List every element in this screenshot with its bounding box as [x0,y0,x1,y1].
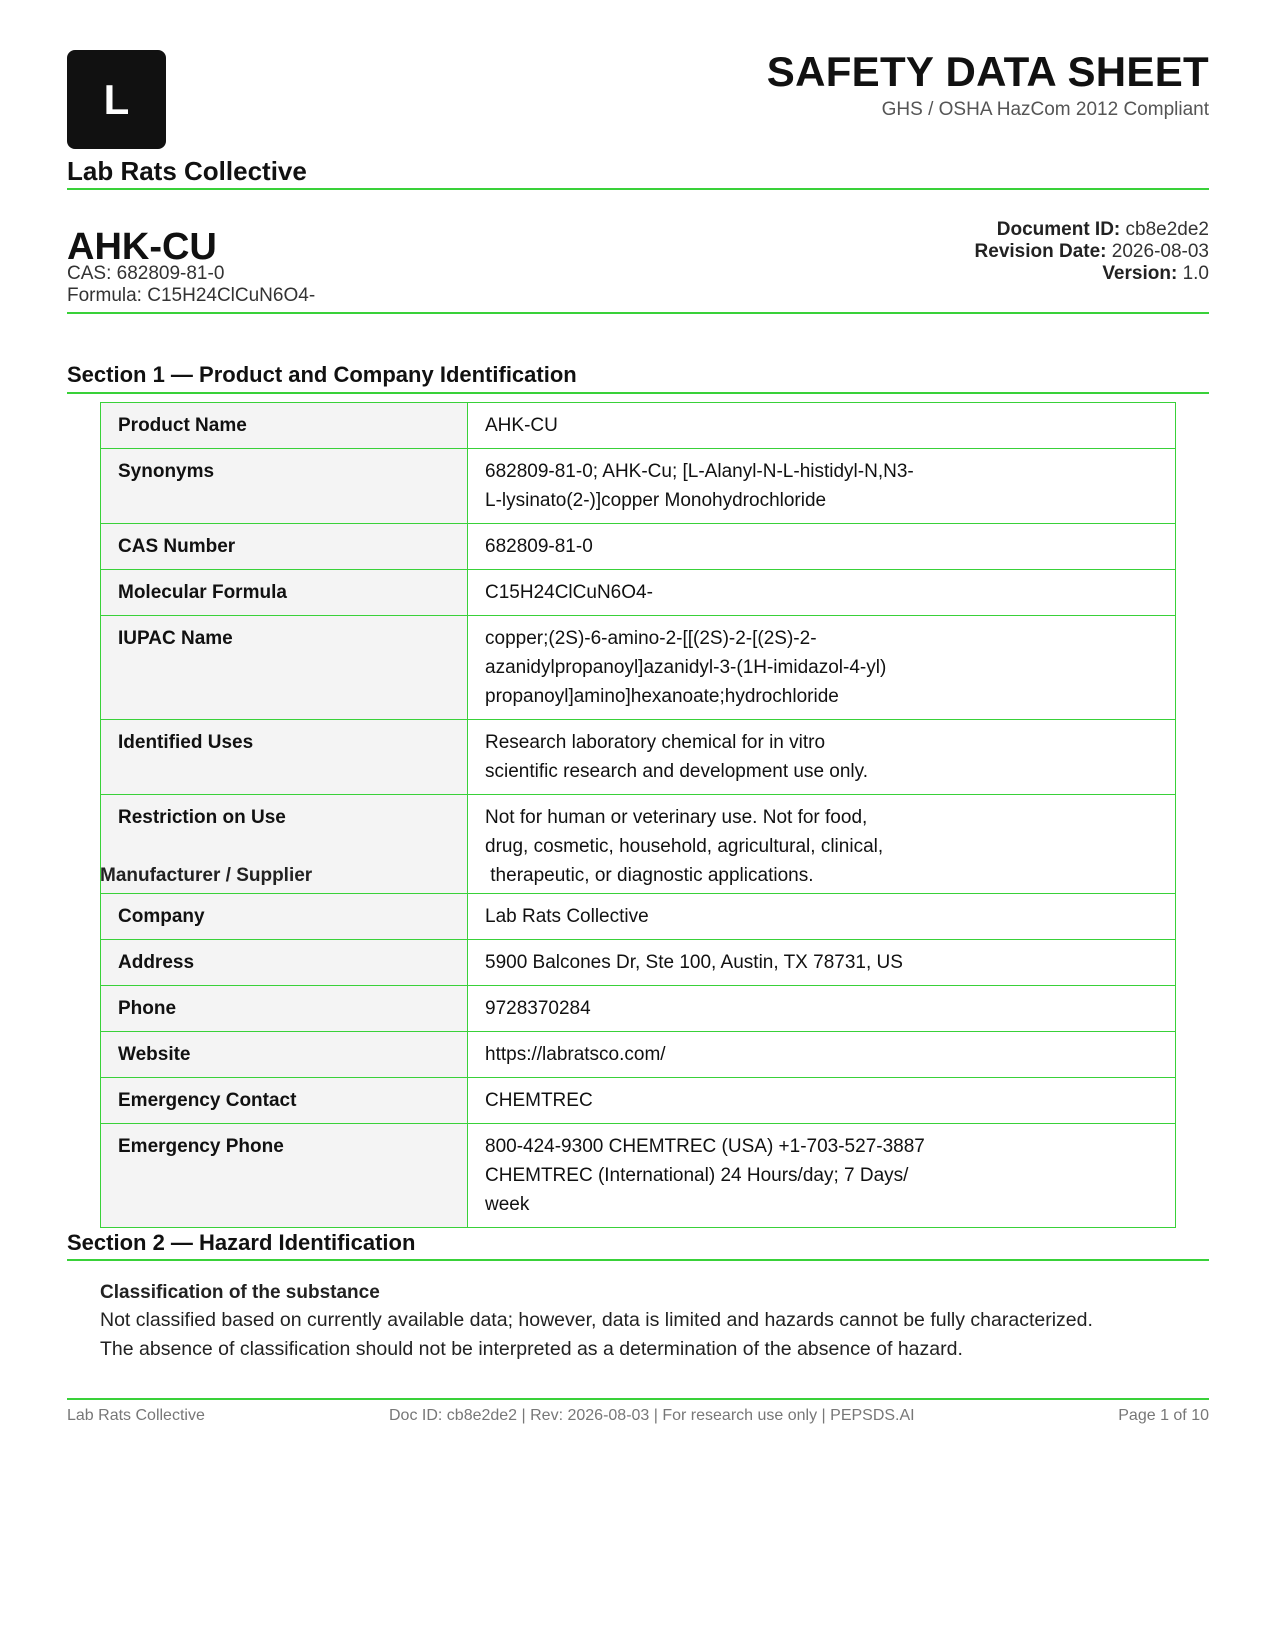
row-label: Identified Uses [101,720,468,795]
footer-doc-info: Doc ID: cb8e2de2 | Rev: 2026-08-03 | For research use only | PEPSDS.AI [389,1407,915,1424]
footer-divider [67,1398,1209,1400]
document-subtitle: GHS / OSHA HazCom 2012 Compliant [881,99,1209,120]
row-label: Product Name [101,403,468,449]
product-title: AHK-CU [67,226,217,268]
version-label: Version: [1102,263,1178,284]
table-row [101,524,1176,570]
document-id-line [997,219,1209,241]
product-divider [67,312,1209,314]
table-row [101,894,1176,940]
row-value: 682809-81-0; AHK-Cu; [L-Alanyl-N-L-histidyl-N,N3- L-lysinato(2-)]copper Monohydrochloride [468,449,1176,524]
table-row [101,403,1176,449]
row-value: 9728370284 [468,986,1176,1032]
table-row [101,1032,1176,1078]
manufacturer-heading: Manufacturer / Supplier [100,865,313,886]
table-row [101,720,1176,795]
revision-date-label: Revision Date: [974,241,1107,262]
footer-page-number: Page 1 of 10 [1118,1407,1209,1424]
logo-letter: L [103,75,130,123]
row-value: Research laboratory chemical for in vitro scientific research and development use only. [468,720,1176,795]
product-formula: Formula: C15H24ClCuN6O4- [67,285,316,306]
header-divider [67,188,1209,190]
version-value: 1.0 [1182,263,1209,284]
row-label: Phone [101,986,468,1032]
row-value: C15H24ClCuN6O4- [468,570,1176,616]
table-row [101,616,1176,720]
row-value: Not for human or veterinary use. Not for food, drug, cosmetic, household, agricultural, clinical, therapeutic, or diagnostic applications. [468,795,1176,899]
row-label: Synonyms [101,449,468,524]
table-row [101,986,1176,1032]
product-cas: CAS: 682809-81-0 [67,263,225,284]
row-value: 682809-81-0 [468,524,1176,570]
table-row [101,570,1176,616]
classification-heading: Classification of the substance [100,1282,380,1303]
row-value: Lab Rats Collective [468,894,1176,940]
row-value: https://labratsco.com/ [468,1032,1176,1078]
row-label: Website [101,1032,468,1078]
footer-company: Lab Rats Collective [67,1407,205,1424]
row-value: copper;(2S)-6-amino-2-[[(2S)-2-[(2S)-2- azanidylpropanoyl]azanidyl-3-(1H-imidazol-4-yl) propanoyl]amino]hexanoate;hydrochloride [468,616,1176,720]
row-value: CHEMTREC [468,1078,1176,1124]
company-name: Lab Rats Collective [67,156,307,186]
row-label: Restriction on Use [101,795,468,899]
manufacturer-table [100,893,1176,1228]
section-1-divider [67,392,1209,394]
revision-date-line [975,241,1209,263]
table-row [101,1078,1176,1124]
row-label: Emergency Phone [101,1124,468,1228]
table-row [101,940,1176,986]
version-line [1102,263,1209,285]
section-1-heading: Section 1 — Product and Company Identification [67,362,577,387]
document-id-value: cb8e2de2 [1125,219,1209,240]
row-label: Company [101,894,468,940]
company-logo [67,50,166,149]
document-title: SAFETY DATA SHEET [766,48,1209,95]
revision-date-value: 2026-08-03 [1111,241,1209,262]
row-value: 800-424-9300 CHEMTREC (USA) +1-703-527-3887 CHEMTREC (International) 24 Hours/day; 7 Days/ week [468,1124,1176,1228]
document-id-label: Document ID: [996,219,1121,240]
table-row [101,1124,1176,1228]
row-label: CAS Number [101,524,468,570]
row-label: Molecular Formula [101,570,468,616]
table-row [101,449,1176,524]
row-label: IUPAC Name [101,616,468,720]
product-identification-table [100,402,1176,899]
row-value: AHK-CU [468,403,1176,449]
section-2-divider [67,1259,1209,1261]
row-label: Address [101,940,468,986]
classification-text: Not classified based on currently available data; however, data is limited and hazards cannot be fully characterized. The absence of classification should not be interpreted as a determination of the absence of hazard. [100,1309,1093,1360]
section-2-heading: Section 2 — Hazard Identification [67,1230,416,1255]
row-value: 5900 Balcones Dr, Ste 100, Austin, TX 78731, US [468,940,1176,986]
row-label: Emergency Contact [101,1078,468,1124]
